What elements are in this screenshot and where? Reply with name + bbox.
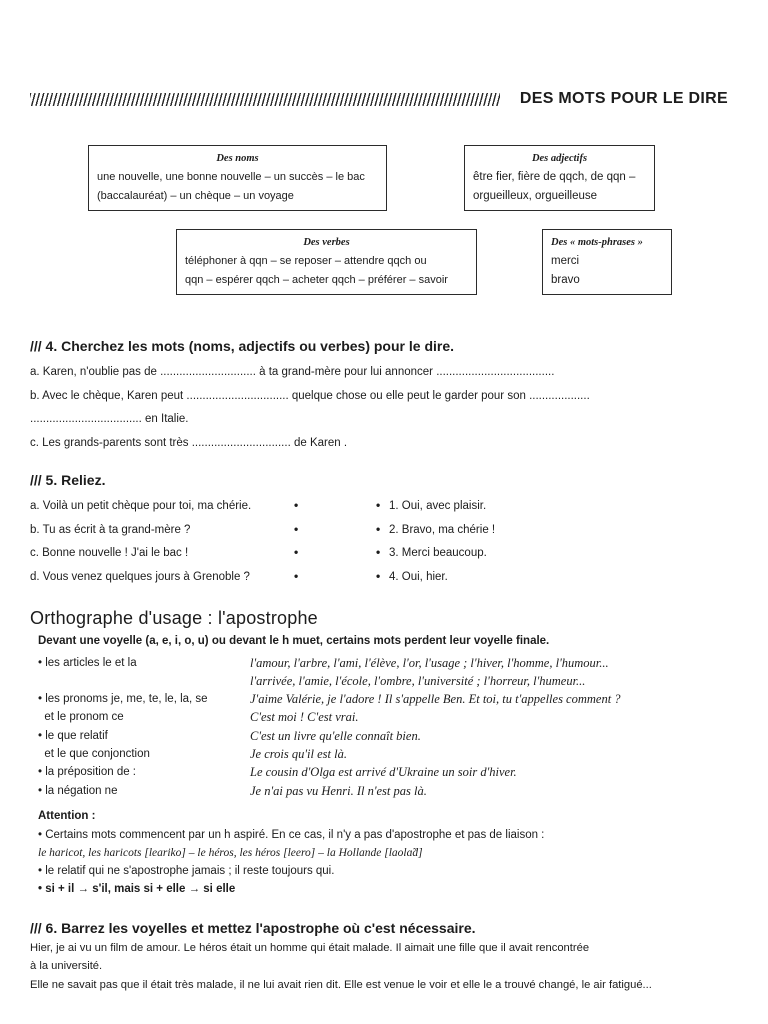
match-left-item: a. Voilà un petit chèque pour toi, ma chérie. (30, 500, 252, 512)
match-left-dot[interactable]: • (294, 545, 299, 559)
rule-label: • la négation ne (38, 785, 118, 797)
match-left-dot[interactable]: • (294, 498, 299, 512)
rule-example: Le cousin d'Olga est arrivé d'Ukraine un soir d'hiver. (250, 765, 517, 779)
exercise-5-number: /// 5. (30, 472, 58, 488)
attention-title: Attention : (38, 810, 96, 822)
exercise-4-line-c: c. Les grands-parents sont très ............................... de Karen . (30, 437, 348, 449)
box-noms-line: (baccalauréat) – un chèque – un voyage (97, 190, 294, 202)
rule-label: et le que conjonction (38, 748, 150, 760)
exercise-6-title: Barrez les voyelles et mettez l'apostrophe où c'est nécessaire. (61, 920, 476, 936)
match-left-item: c. Bonne nouvelle ! J'ai le bac ! (30, 547, 189, 559)
exercise-6-number: /// 6. (30, 920, 58, 936)
exercise-4-heading (30, 338, 454, 354)
exercise-4-line-b-cont: ................................... en Italie. (30, 413, 189, 425)
orthographe-intro: Devant une voyelle (a, e, i, o, u) ou devant le h muet, certains mots perdent leur voyelle finale. (38, 635, 550, 647)
match-left-dot[interactable]: • (294, 569, 299, 583)
match-right-item: 4. Oui, hier. (389, 571, 448, 583)
exercise-4-line-a: a. Karen, n'oublie pas de .............................. à ta grand-mère pour lui annoncer ..................................... (30, 366, 555, 378)
exercise-4-number: /// 4. (30, 338, 58, 354)
exercise-6-text-line: Hier, je ai vu un film de amour. Le héros était un homme qui était malade. Il aimait une fille que il avait rencontrée (30, 942, 590, 954)
section-header (30, 90, 730, 112)
attention-line: • Certains mots commencent par un h aspiré. En ce cas, il n'y a pas d'apostrophe et pas de liaison : (38, 829, 545, 841)
box-adjectifs (464, 145, 655, 211)
orthographe-title: Orthographe d'usage : l'apostrophe (30, 608, 318, 628)
box-verbes-title: Des verbes (303, 237, 350, 248)
box-adjectifs-title: Des adjectifs (531, 153, 588, 164)
box-verbes (176, 229, 477, 295)
box-verbes-line: téléphoner à qqn – se reposer – attendre qqch ou (185, 255, 427, 267)
match-right-dot[interactable]: • (376, 545, 381, 559)
match-right-item: 1. Oui, avec plaisir. (389, 500, 487, 512)
match-right-dot[interactable]: • (376, 569, 381, 583)
exercise-6-heading (30, 920, 476, 936)
match-left-dot[interactable]: • (294, 522, 299, 536)
box-adjectifs-line: orgueilleux, orgueilleuse (473, 190, 598, 202)
rule-example: l'amour, l'arbre, l'ami, l'élève, l'or, l'usage ; l'hiver, l'homme, l'humour... (250, 656, 609, 670)
box-mots-phrases-title: Des « mots-phrases » (551, 237, 643, 248)
rule-example: J'aime Valérie, je l'adore ! Il s'appelle Ben. Et toi, tu t'appelles comment ? (250, 692, 621, 706)
attention-line: • si + il → s'il, mais si + elle → si elle (38, 883, 236, 895)
rule-label: • les pronoms je, me, te, le, la, se (38, 693, 208, 705)
exercise-5-title: Reliez. (61, 472, 106, 488)
rule-example: C'est moi ! C'est vrai. (250, 710, 359, 724)
rule-label: • le que relatif (38, 730, 108, 742)
box-mots-phrases (542, 229, 672, 295)
rule-example: l'arrivée, l'amie, l'école, l'ombre, l'université ; l'horreur, l'humeur... (250, 674, 586, 688)
box-adjectifs-line: être fier, fière de qqch, de qqn – (473, 171, 636, 183)
attention-line: le haricot, les haricots [leariko] – le héros, les héros [leero] – la Hollande [laolɑ̃d] (38, 847, 423, 859)
box-noms (88, 145, 387, 211)
rule-example: Je crois qu'il est là. (250, 747, 347, 761)
match-right-dot[interactable]: • (376, 498, 381, 512)
rule-example: Je n'ai pas vu Henri. Il n'est pas là. (250, 784, 427, 798)
box-mots-phrases-line: merci (551, 255, 580, 267)
match-right-item: 2. Bravo, ma chérie ! (389, 524, 496, 536)
box-noms-title: Des noms (216, 153, 259, 164)
exercise-4-line-b: b. Avec le chèque, Karen peut ................................ quelque chose ou elle peut le garder pour son ................... (30, 390, 590, 402)
attention-line: • le relatif qui ne s'apostrophe jamais ; il reste toujours qui. (38, 865, 335, 877)
decorative-slashes (30, 93, 500, 106)
box-verbes-line: qqn – espérer qqch – acheter qqch – préférer – savoir (185, 274, 448, 286)
rule-example: C'est un livre qu'elle connaît bien. (250, 729, 421, 743)
section-title: DES MOTS POUR LE DIRE (519, 90, 728, 107)
exercise-5-heading (30, 472, 105, 488)
match-right-item: 3. Merci beaucoup. (389, 547, 487, 559)
match-left-item: b. Tu as écrit à ta grand-mère ? (30, 524, 191, 536)
exercise-6-text-line: à la université. (30, 960, 103, 972)
match-right-dot[interactable]: • (376, 522, 381, 536)
match-left-item: d. Vous venez quelques jours à Grenoble ? (30, 571, 250, 583)
exercise-6-text-line: Elle ne savait pas que il était très malade, il ne lui avait rien dit. Elle est venue le voir et elle le a trouvé changé, le air fatigué... (30, 979, 652, 991)
rule-label: • la préposition de : (38, 766, 137, 778)
exercise-4-title: Cherchez les mots (noms, adjectifs ou verbes) pour le dire. (61, 338, 455, 354)
rule-label: • les articles le et la (38, 657, 137, 669)
box-mots-phrases-line: bravo (551, 274, 580, 286)
rule-label: et le pronom ce (38, 711, 124, 723)
box-noms-line: une nouvelle, une bonne nouvelle – un succès – le bac (97, 171, 365, 183)
